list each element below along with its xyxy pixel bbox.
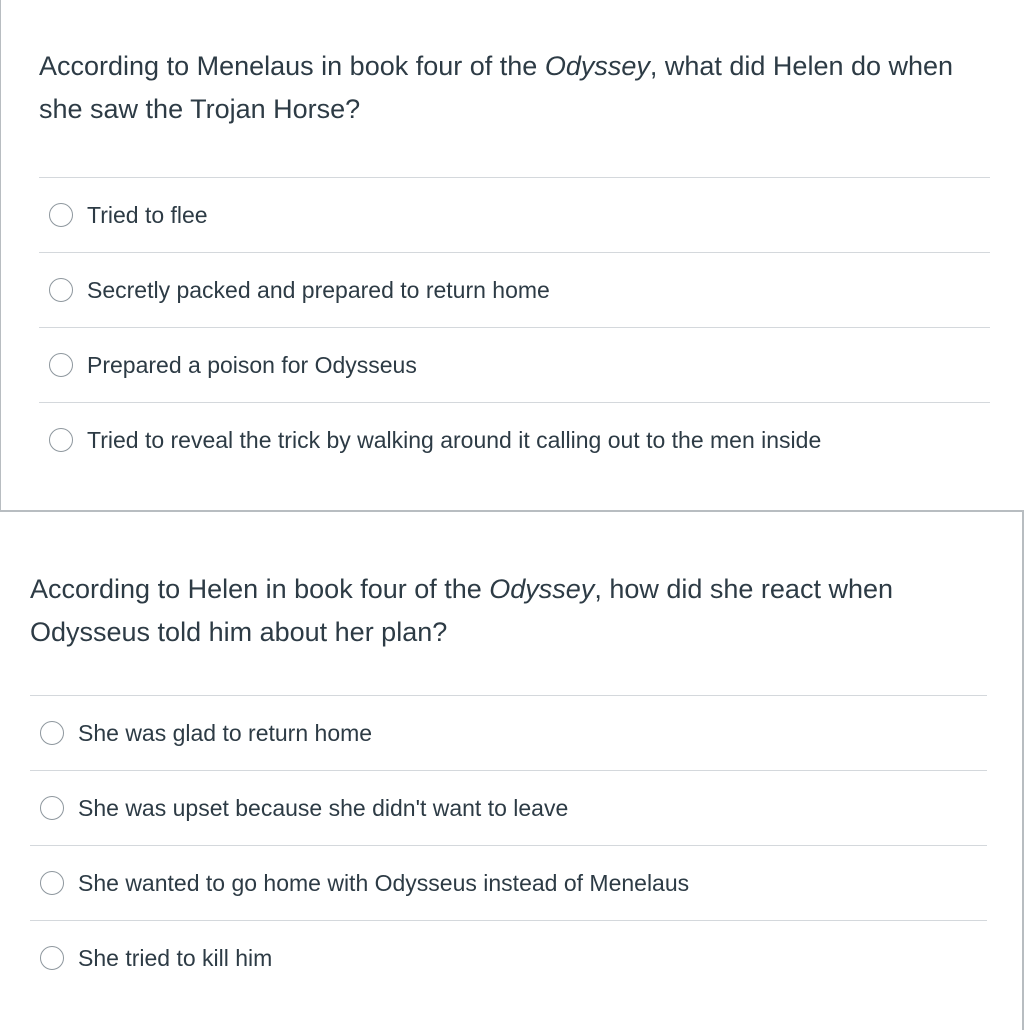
- radio-unselected-icon[interactable]: [40, 796, 64, 820]
- answer-label[interactable]: Tried to flee: [87, 201, 208, 228]
- answer-label[interactable]: She tried to kill him: [78, 944, 273, 971]
- radio-unselected-icon[interactable]: [49, 203, 73, 227]
- answer-option[interactable]: [39, 252, 990, 327]
- answer-option[interactable]: [30, 845, 987, 920]
- radio-unselected-icon[interactable]: [49, 428, 73, 452]
- radio-unselected-icon[interactable]: [49, 278, 73, 302]
- radio-unselected-icon[interactable]: [40, 946, 64, 970]
- radio-unselected-icon[interactable]: [40, 871, 64, 895]
- answer-list: [39, 177, 990, 477]
- radio-unselected-icon[interactable]: [49, 353, 73, 377]
- answer-option[interactable]: [39, 177, 990, 252]
- answer-option[interactable]: [30, 695, 987, 770]
- answer-label[interactable]: She wanted to go home with Odysseus instead of Menelaus: [78, 869, 690, 896]
- answer-label[interactable]: Prepared a poison for Odysseus: [87, 351, 417, 378]
- question-text: According to Menelaus in book four of the Odyssey, what did Helen do when she saw the Trojan Horse?: [39, 51, 954, 124]
- answer-label[interactable]: Tried to reveal the trick by walking around it calling out to the men inside: [87, 426, 822, 453]
- question-text: According to Helen in book four of the Odyssey, how did she react when Odysseus told him about her plan?: [30, 574, 894, 647]
- answer-label[interactable]: Secretly packed and prepared to return home: [87, 276, 550, 303]
- question-card-1: [0, 0, 1024, 512]
- answer-option[interactable]: [30, 920, 987, 995]
- answer-label[interactable]: She was upset because she didn't want to leave: [78, 794, 569, 821]
- answer-list: [30, 695, 987, 995]
- answer-option[interactable]: [30, 770, 987, 845]
- answer-option[interactable]: [39, 402, 990, 477]
- answer-option[interactable]: [39, 327, 990, 402]
- question-card-2: [1, 510, 1024, 1030]
- answer-label[interactable]: She was glad to return home: [78, 719, 373, 746]
- radio-unselected-icon[interactable]: [40, 721, 64, 745]
